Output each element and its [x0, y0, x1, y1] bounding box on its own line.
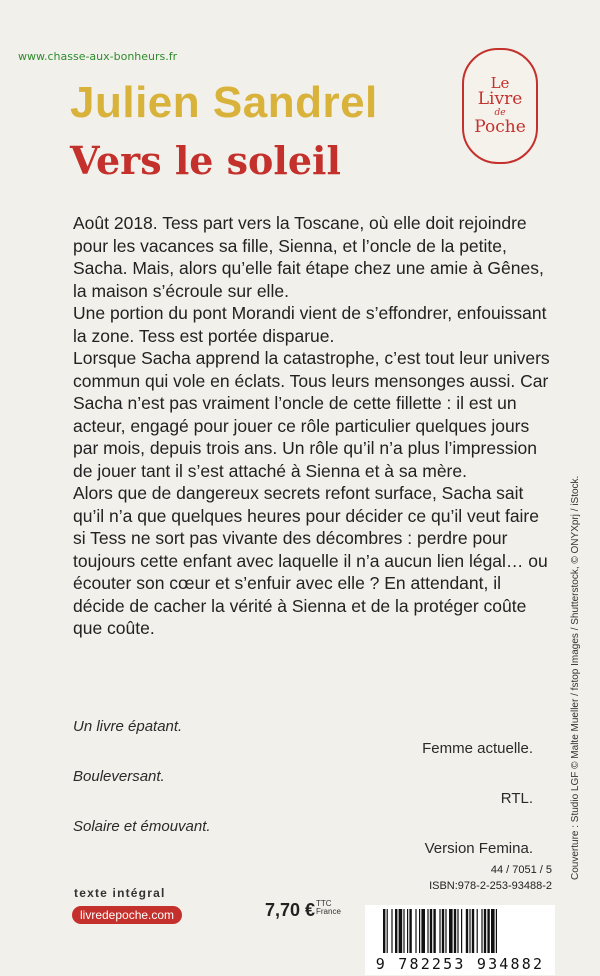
- barcode-bar: [472, 909, 474, 953]
- press-quote: [73, 818, 543, 857]
- summary-paragraph: Une portion du pont Morandi vient de s’effondrer, enfouissant la zone. Tess est portée disparue.: [73, 303, 547, 346]
- barcode-bar: [387, 909, 388, 953]
- barcode-bar: [421, 909, 425, 953]
- isbn: ISBN:978-2-253-93488-2: [429, 880, 552, 892]
- summary-paragraph: Lorsque Sacha apprend la catastrophe, c’est tout leur univers commun qui vole en éclats. Tous leurs mensonges aussi. Car Sacha n’est pas vraiment l’oncle de cette fillette : il est un acteur, engagé pour jouer ce rôle particulier quelques jours par mois, depuis trois ans. Un rôle qu’il n’a plus l’impression de jouer tant il s’est attaché à Sienna et à sa mère.: [73, 348, 550, 481]
- barcode-bar: [433, 909, 435, 953]
- barcode-bar: [399, 909, 403, 953]
- barcode-bar: [477, 909, 478, 953]
- press-quote: [73, 768, 543, 807]
- barcode-bar: [449, 909, 453, 953]
- barcode-bar: [427, 909, 428, 953]
- logo-line-4: Poche: [474, 116, 526, 137]
- barcode: [365, 905, 555, 975]
- quote-source: Version Femina.: [424, 840, 533, 857]
- summary-paragraph: Août 2018. Tess part vers la Toscane, où elle doit rejoindre pour les vacances sa fille, Sienna, et l’oncle de la petite, Sacha. Mais, alors qu’elle fait étape chez une amie à Gênes, la maison s’écroule sur elle.: [73, 213, 544, 301]
- book-title: Vers le soleil: [70, 138, 341, 183]
- barcode-bar: [445, 909, 446, 953]
- book-author: Julien Sandrel: [70, 78, 378, 127]
- barcode-bar: [496, 909, 497, 953]
- barcode-bar: [409, 909, 411, 953]
- barcode-bar: [484, 909, 486, 953]
- barcode-bar: [466, 909, 468, 953]
- barcode-bar: [430, 909, 432, 953]
- publisher-logo: [462, 48, 538, 164]
- barcode-bar: [487, 909, 489, 953]
- price-ttc: TTC: [316, 899, 332, 908]
- quote-text: Solaire et émouvant.: [73, 818, 211, 835]
- barcode-bar: [439, 909, 440, 953]
- barcode-bar: [454, 909, 456, 953]
- logo-line-3: de: [494, 108, 506, 119]
- barcode-bar: [461, 909, 462, 953]
- quote-text: Un livre épatant.: [73, 718, 183, 735]
- barcode-bar: [442, 909, 444, 953]
- barcode-bar: [391, 909, 392, 953]
- barcode-bar: [491, 909, 495, 953]
- catalog-number: 44 / 7051 / 5: [490, 864, 552, 876]
- publisher-website[interactable]: livredepoche.com: [72, 906, 182, 924]
- barcode-bar: [415, 909, 416, 953]
- price-country: France: [316, 907, 341, 916]
- quote-source: RTL.: [500, 790, 533, 807]
- logo-line-1: Le: [490, 73, 510, 92]
- barcode-bar: [395, 909, 397, 953]
- barcode-bar: [383, 909, 385, 953]
- barcode-bar: [419, 909, 420, 953]
- press-quote: [73, 718, 543, 757]
- watermark-url[interactable]: www.chasse-aux-bonheurs.fr: [18, 50, 178, 63]
- barcode-bar: [457, 909, 458, 953]
- quote-text: Bouleversant.: [73, 768, 165, 785]
- barcode-bars: [365, 905, 555, 957]
- barcode-bar: [481, 909, 482, 953]
- catalog-codes: [400, 864, 552, 896]
- cover-credits: Couverture : Studio LGF © Malte Mueller / fstop Images / Shutterstock, © ONYXprj / iStock.: [570, 475, 581, 880]
- barcode-bar: [403, 909, 404, 953]
- barcode-bar: [407, 909, 408, 953]
- back-cover-summary: [73, 212, 553, 640]
- quote-source: Femme actuelle.: [422, 740, 533, 757]
- logo-line-2: Livre: [477, 89, 523, 110]
- barcode-bar: [469, 909, 470, 953]
- summary-paragraph: Alors que de dangereux secrets refont surface, Sacha sait qu’il n’a que quelques heures pour décider ce qu’il veut faire si Tess ne sort pas vivante des décombres : perdre pour toujours cette enfant avec laquelle il n’a aucun lien légal… ou écouter son cœur et s’enfuir avec elle ? En attendant, il décide de cacher la vérité à Sienna et de la protéger coûte que coûte.: [73, 483, 548, 638]
- price: 7,70 €: [265, 900, 316, 920]
- price-suffix: [316, 900, 341, 916]
- barcode-digits: 9 782253 934882: [375, 955, 545, 973]
- texte-integral-label: texte intégral: [74, 886, 166, 900]
